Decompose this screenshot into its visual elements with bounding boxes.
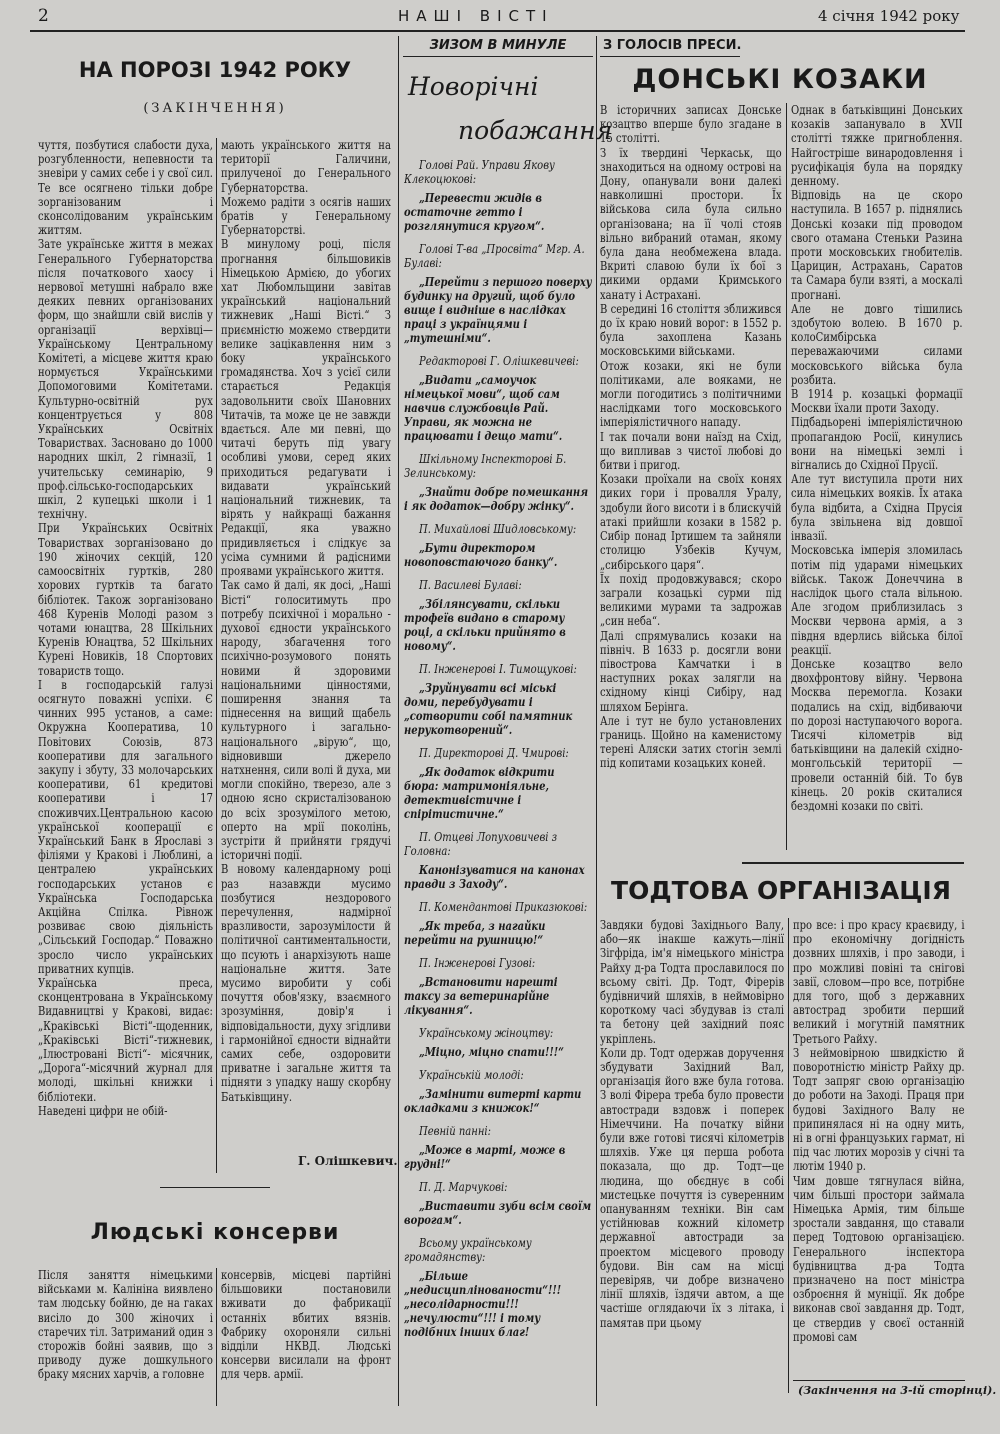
canned-divider [216, 1268, 217, 1406]
wish-item [404, 746, 592, 821]
paper-name: НАШІ ВІСТІ [398, 7, 554, 25]
wish-text: „Як додаток відкрити бюра: матримоніяльне, детективістичне і спірітистичне.“ [404, 765, 555, 821]
todt-title: ТОДТОВА ОРГАНІЗАЦІЯ [611, 876, 951, 905]
wish-text: „Збілянсувати, скільки трофеїв видано в старому році, а скільки прийнято в новому“. [404, 597, 566, 653]
canned-title: Людські консерви [90, 1220, 340, 1245]
divider-threshold-cols [216, 138, 217, 1173]
wish-item [404, 830, 592, 891]
wish-item [404, 1180, 592, 1227]
wish-recipient: Редакторові Г. Олішкевичеві: [418, 354, 579, 368]
wish-text: „Більше „недисциплінованости“!!! „несолідарности!!! „нечулюсти“!!! і тому подібних інших благ! [404, 1269, 562, 1339]
threshold-col2: мають українського життя на території Галичини, прилученої до Генерального Губернаторства. Можемо радіти з осягів наших братів у Генеральному Губернаторстві. В минулому році, після прогнання більшовиків Німецькою Армією, до убогих хат Любомльщини завітав український національний тижневик „Наші Вісті.“ З приємністю можемо ствердити велике зацікавлення ним з боку українського громадянства. Хоч з усієї сили старається Редакція задовольнити своїх Шановних Читачів, та може це не завжди вдається. Але ми певні, що читачі беруть під увагу особливі умови, серед яких приходиться редагувати і видавати український національний тижневик, та вірять у найкращі бажання Редакції, яка уважно придивляється і слідкує за усіма сумними й радісними проявами українського життя. Так само й далі, як досі, „Наші Вісті“ голоситимуть про потребу психічної і морально - духової єдности українського народу, збагачення того психічно-розумового понять новими й здоровими національними цінностями, поширення знання та піднесення на вищий щабель культурного і загально-національного „вірую“, що, відновивши джерело натхнення, сили волі й духа, ми могли спокійно, тверезо, але з одною ясно скристалізованою до всіх зрозумілого метою, оперто на мрії поколінь, зустріти й прийняти грядучі історичні події. В новому календарному році раз назавжди мусимо позбутися нездорового перечулення, надмірної вразливости, зарозумілости й політичної сантиментальности, що псують і анархізують наше національне життя. Зате мусимо виробити у собі почуття обов'язку, взаємного зрозуміння, довір'я і відповідальности, духу згідливи і гармонійної єдности віднайти самих себе, оздоровити приватне і загальне життя та підняти з упадку нашу скорбну Батьківщину. [221, 138, 391, 1104]
wish-text: Канонізуватися на канонах правди з Заходу“. [404, 863, 585, 891]
wishes-section-label: ЗИЗОМ В МИНУЛЕ [429, 38, 567, 53]
divider-main [398, 36, 399, 1406]
wish-recipient: П. Василеві Булаві: [418, 578, 522, 592]
wish-recipient: Українській молоді: [418, 1068, 524, 1082]
canned-col1: Після заняття німецькими військами м. Калініна виявлено там людську бойню, де на гаках висіло до 300 жіночих і старечих тіл. Затриманий один з сторожів бойні заявив, що з приводу дуже дошкульного браку мясних харчів, а головне [38, 1268, 213, 1382]
threshold-signature: Г. Олішкевич. [298, 1154, 398, 1168]
todt-col1-clip [600, 918, 784, 1398]
cossacks-section-label: З ГОЛОСІВ ПРЕСИ. [603, 38, 742, 53]
wish-recipient: П. Комендантові Приказюкові: [418, 900, 588, 914]
wishes-title-line2: побажання [458, 116, 613, 145]
wish-item [404, 900, 592, 947]
wish-text: „Знайти добре помешкання і як додаток—добру жінку“. [404, 485, 589, 513]
wishes-section-rule [403, 56, 593, 57]
divider-todt-cols [788, 918, 789, 1393]
wish-item [404, 1124, 592, 1171]
wishes-list-clip [404, 158, 592, 1408]
wish-text: „Перейти з першого поверху будинку на другий, щоб було вище і видніше в наслідках праці з українцями і „тутешніми“. [404, 275, 592, 345]
threshold-title: НА ПОРОЗІ 1942 РОКУ [78, 58, 352, 82]
todt-top-rule [742, 862, 964, 864]
wish-text: „Видати „самоучок німецької мови“, щоб сам навчив службовців Рай. Управи, як можна не працювати і дещо мати“. [404, 373, 563, 443]
wish-recipient: Голові Рай. Управи Якову Клекоцюкові: [404, 158, 555, 186]
cossacks-col2: Однак в батьківщині Донських козаків запанувало в XVII столітті тяжке пригноблення. Найгостріше винародовлення і русифікація була на порядку денному. Відповідь на це скоро наступила. В 1657 р. піднялись Донські козаки під проводом свого отамана Стеньки Разина проти московських гнобителів. Царицин, Астрахань, Саратов та Самара були взяті, а москалі прогнані. Але не довго тішились здобутою волею. В 1670 р. колоСимбірська переважаючими силами московського війська була розбита. В 1914 р. козацькі формації Москви їхали проти Заходу. Підбадьорені імперіялістичною пропагандою Росії, кинулись вони на німецькі землі і вігнались до Східної Прусії. Але тут виступила проти них сила німецьких вояків. Їх атака була відбита, а Східна Прусія була звільнена від довшої інвазії. Московська імперія зломилась потім під ударами німецьких військ. Також Донеччина в наслідок цього стала вільною. Але згодом приблизилась з Москви червона армія, а з півдня вдерлись війська білої реакції. Донське козацтво вело двохфронтову війну. Червона Москва перемогла. Козаки подались на схід, відбиваючи по дорозі наступаючого ворога. Тисячі кілометрів від батьківщини на далекій східно-монгольській території — провели останній бій. То був кінець. 20 років скиталися бездомні козаки по світі. [791, 103, 963, 813]
wish-text: „Замінити витерті карти окладками з книжок!“ [404, 1087, 582, 1115]
cossacks-col2-clip [791, 103, 963, 853]
wish-text: „Міцно, міцно спати!!!“ [418, 1045, 564, 1059]
canned-col2-clip [221, 1268, 391, 1408]
wish-item [404, 662, 592, 737]
wish-item [404, 242, 592, 345]
wish-item [404, 522, 592, 569]
wish-text: „Виставити зуби всім своїм ворогам“. [404, 1199, 592, 1227]
cossacks-section-rule [600, 56, 740, 57]
cossacks-title: ДОНСЬКІ КОЗАКИ [632, 64, 928, 95]
wish-item [404, 452, 592, 513]
wish-item [404, 1068, 592, 1115]
todt-col1: Завдяки будові Західнього Валу, або—як інакше кажуть—лінії Зігфріда, ім'я німецького міністра Райху д-ра Тодта прославилося по всьому світі. Др. Тодт, Фірерів будівничий шляхів, в неймовірно короткому часі збудував із сталі та бетону цей західний пояс укріплень. Коли др. Тодт одержав доручення збудувати Західний Вал, організація його вже була готова. З волі Фірера треба було провести автостради вздовж і поперек Німеччини. На початку війни були вже готові тисячі кілометрів шляхів. Уже ця перша робота показала, що др. Тодт—це людина, що обєднує в собі мистецьке почуття із суверенним опануванням техніки. Він сам устійнював кожний кілометр державної автостради за проектом місцевого проводу будови. Він сам на місці перевіряв, чи добре визначено лінії шляхів, їздячи автом, а ще частіше оглядаючи їх з літака, і памятав при цьому [600, 918, 784, 1330]
todt-continued-rule [793, 1380, 965, 1381]
threshold-col2-clip [221, 138, 391, 1148]
todt-continued: (Закінчення на 3-ій сторінці). [798, 1384, 997, 1397]
canned-col1-clip [38, 1268, 213, 1408]
wish-recipient: П. Отцеві Лопуховичеві з Головна: [404, 830, 558, 858]
wish-recipient: Українському жіноцтву: [418, 1026, 554, 1040]
wish-text: „Перевести жидів в остаточне гетто і розглянутися кругом“. [404, 191, 545, 233]
todt-col2: про все: і про красу краєвиду, і про економічну догідність дозвних шляхів, і про заводи, і про можливі повіні та снігові завії, словом—про все, потрібне для того, щоб з державних автострад зробити перший великий і могутній памятник Третього Райху. З неймовірною швидкістю й поворотністю міністр Райху др. Тодт запряг свою організацію до роботи на Заході. Праця при будові Західного Валу не припинялася ні на одну мить, ні в огні французьких гармат, ні під час лютих морозів у січні та лютім 1940 р. Чим довше тягнулася війна, чим більші простори займала Німецька Армія, тим більше зростали завдання, що ставали перед Тодтовою організацією. Генерального інспектора будівництва д-ра Тодта призначено на пост міністра озброєння й муніції. Як добре виконав свої завдання др. Тодт, це ствердив у своєї останній промові сам [793, 918, 965, 1344]
divider-cossack-cols [786, 103, 787, 850]
threshold-col1: чуття, позбутися слабости духа, розгубленности, непевности та зневіри у самих себе і у свої сил. Те все осягнено тільки добре зорганізованим і сконсолідованим українським життям. Зате українське життя в межах Генерального Губернаторства після початкового хаосу і нервової метушні набрало вже деяких певних організованих форм, що знайшли свій вислів у організації верхівці—Українському Центральному Комітеті, а місцеве життя краю нормується Українськими Допомоговими Комітетами. Культурно-освітній рух концентрується у 808 Українських Освітніх Товариствах. Засновано до 1000 народних шкіл, 2 гімназії, 1 учительську семинарію, 9 проф.сільсько-господарських шкіл, 2 купецькі школи і 1 технічну. При Українських Освітніх Товариствах зорганізовано до 190 жіночих секцій, 120 самоосвітніх гуртків, 280 хорових гуртків та багато бібліотек. Також зорганізовано 468 Куренів Молоді разом з чотами юнацтва, 28 Шкільних Куренів Юнацтва, 52 Шкільних Курені Новиків, 18 Спортових товариств тощо. І в господарській галузі осягнуто поважні успіхи. Є чинних 995 установ, а саме: Окружна Кооператива, 10 Повітових Союзів, 873 кооперативи для загального закупу і збуту, 33 молочарських кооперативи, 61 кредитові кооперативи і 17 споживчих.Центральною касою української кооперації є Український Банк в Ярославі з філіями у Кракові і Люблині, а централею українських господарських установ є Українська Господарська Акційна Спілка. Рівнож розвиває свою діяльність „Сільський Господар.“ Поважно зросло число українських приватних купців. Українська преса, сконцентрована в Українському Видавництві у Кракові, видає:„Краківські Вісті“-щоденник, „Краківські Вісті“-тижневик, „Ілюстровані Вісті“- місячник, „Дорога“-місячний журнал для молоді, шкільні книжки і бібліотеки. Наведені цифри не обій- [38, 138, 213, 1118]
page-number: 2 [38, 6, 49, 26]
wish-item [404, 1236, 592, 1339]
wish-text: „Може в марті, може в грудні!“ [404, 1143, 566, 1171]
masthead-rule [30, 30, 965, 32]
wish-recipient: Всьому українському громадянству: [404, 1236, 532, 1264]
divider-right [596, 36, 597, 1406]
wish-recipient: П. Інженерові І. Тимощукові: [418, 662, 577, 676]
wish-recipient: П. Д. Марчукові: [418, 1180, 508, 1194]
wish-recipient: П. Михайлові Шидловському: [418, 522, 577, 536]
wish-recipient: Певній панні: [418, 1124, 491, 1138]
wish-text: „Бути директором новоповстаючого банку“. [404, 541, 558, 569]
wish-item [404, 158, 592, 233]
wish-recipient: Шкільному Інспекторові Б. Зелинському: [404, 452, 567, 480]
wish-recipient: П. Інженерові Гузові: [418, 956, 536, 970]
threshold-col1-clip [38, 138, 213, 1176]
wishes-title-line1: Новорічні [408, 72, 539, 101]
issue-date: 4 січня 1942 року [818, 7, 960, 25]
wish-recipient: П. Директорові Д. Чмирові: [418, 746, 569, 760]
canned-col2: консервів, місцеві партійні більшовики постановили вживати до фабрикації останніх вбитих вязнів. Фабрику охороняли сильні відділи НКВД. Людські консерви висилали на фронт для черв. армії. [221, 1268, 391, 1382]
wish-text: „Встановити нарешті таксу за ветеринарійне лікування“. [404, 975, 558, 1017]
wish-text: „Зруйнувати всі міські доми, перебудувати і „сотворити собі памятник нерукотворений“. [404, 681, 573, 737]
wish-recipient: Голові Т-ва „Просвіта“ Мгр. А. Булаві: [404, 242, 585, 270]
wish-item [404, 354, 592, 443]
wishes-list [404, 158, 592, 1339]
wish-item [404, 578, 592, 653]
threshold-subtitle: (ЗАКІНЧЕННЯ) [143, 101, 287, 116]
cossacks-col1: В історичних записах Донське козацтво вперше було згадане в 15 столітті. З їх твердині Черкаськ, що знаходиться на одному острові на Дону, опанували вони далекі навколишні простори. Їх військова сила була сильно організована; на її чолі стояв вільно вибраний отаман, якому була дана необмежена влада. Вкриті славою були їх бої з дикими ордами Кримського ханату і Астрахані. В середині 16 століття зближився до їх краю новий ворог: в 1552 р. була захоплена Казань московськими військами. Отож козаки, які не були політиками, але вояками, не могли погодитись з політичними наслідками того московського імперіялістичного нападу. І так почали вони наїзд на Схід, що випливав з чистої любові до битви і пригод. Козаки проїхали на своїх конях диких гори і провалля Уралу, здобули його висоти і в блискучій атакі прийшли козаки в 1582 р. Сибір понад Іртишем та зайняли столицю Узбеків Кучум, „сибірського царя“. Їх похід продовжувався; скоро заграли козацькі сурми під великими мурами та задрожав „син неба“. Далі спрямувались козаки на північ. В 1633 р. досягли вони півострова Камчатки і в наступних роках залягли на східному кінці Сибіру, над шляхом Берінга. Але і тут не було установлених границь. Щойно на каменистому терені Аляски затих стогін землі під копитами козацьких коней. [600, 103, 782, 771]
wish-item [404, 956, 592, 1017]
wish-item [404, 1026, 592, 1059]
cossacks-col1-clip [600, 103, 782, 853]
wish-text: „Як треба, з нагайки перейти на рушницю!“ [404, 919, 546, 947]
todt-col2-clip [793, 918, 965, 1378]
canned-top-rule [160, 1187, 270, 1188]
